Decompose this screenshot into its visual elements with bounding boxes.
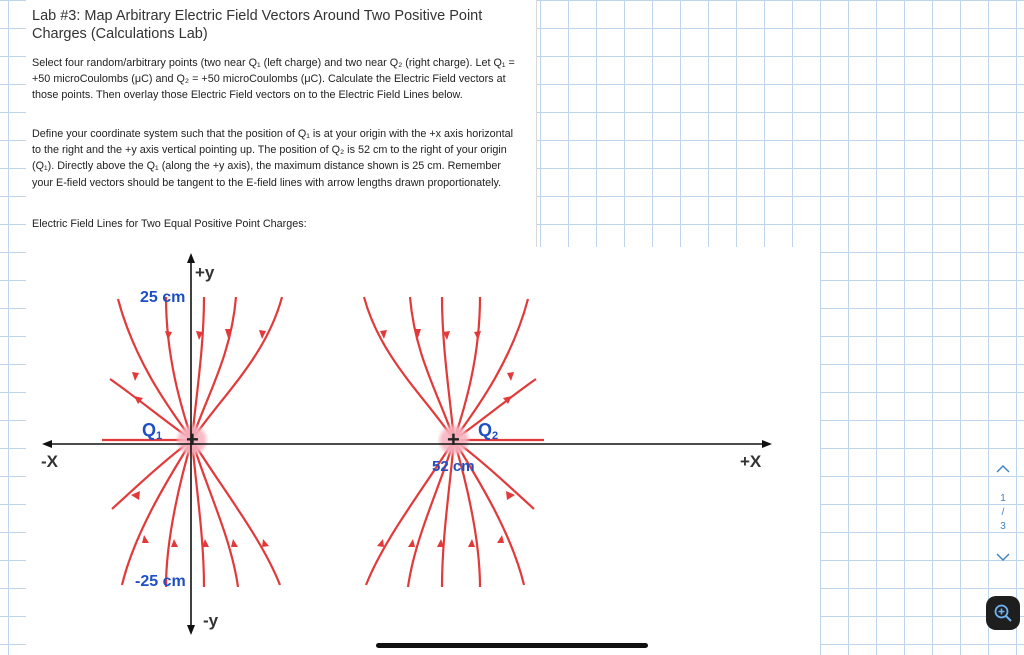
field-arrow — [231, 539, 238, 547]
page-navigator — [987, 462, 1019, 566]
field-arrow — [171, 539, 178, 547]
current-page: 1 — [1000, 493, 1006, 504]
field-arrow — [506, 491, 515, 500]
field-arrow — [131, 491, 140, 500]
field-line — [442, 297, 454, 440]
y-bottom-distance: -25 cm — [135, 573, 186, 590]
field-line — [364, 297, 454, 440]
instructions-paragraph-1: Select four random/arbitrary points (two near Q₁ (left charge) and two near Q₂ (right charge). Let Q₁ = +50 microCoulombs (μC) and Q₂ = +50 microCoulombs (μC). Calculate the Electric Field vectors at those points. Then overlay those Electric Field vectors on to the Electric Field Lines below. — [32, 57, 515, 102]
field-arrow — [165, 331, 172, 340]
field-arrow — [132, 372, 139, 381]
y-axis-down-arrow — [187, 625, 195, 635]
zoom-in-icon — [993, 603, 1013, 623]
home-indicator[interactable] — [376, 643, 648, 648]
q2-sign: + — [447, 427, 460, 452]
y-top-distance: 25 cm — [140, 289, 186, 306]
field-line — [192, 440, 280, 585]
lab-title: Lab #3: Map Arbitrary Electric Field Vectors Around Two Positive Point Charges (Calculations Lab) — [32, 8, 483, 42]
field-line — [192, 297, 204, 440]
minus-x-label: -X — [41, 452, 58, 471]
plus-y-label: +y — [195, 263, 215, 282]
field-arrow — [497, 535, 504, 543]
field-arrow — [142, 535, 149, 543]
q1-sign: + — [186, 427, 199, 452]
field-lines-diagram — [26, 247, 820, 655]
document-page — [26, 0, 537, 247]
field-line — [192, 297, 282, 440]
zoom-in-button[interactable] — [986, 596, 1020, 630]
chevron-up-icon[interactable] — [995, 462, 1011, 476]
instructions-paragraph-2: Define your coordinate system such that the position of Q₁ is at your origin with the +x axis horizontal to the right and the +y axis vertical pointing up. The position of Q₂ is 52 cm to the right of your origin (Q₁). Directly above the Q₁ (along the +y axis), the maximum distance shown is 25 cm. Remember your E-field vectors should be tangent to the E-field lines with arrow lengths drawn proportionately. — [32, 128, 514, 189]
electric-field-figure — [26, 247, 820, 655]
field-arrow — [262, 539, 269, 547]
figure-caption: Electric Field Lines for Two Equal Positive Point Charges: — [32, 218, 307, 230]
field-arrow — [408, 539, 415, 547]
q2-label: Q2 — [478, 420, 499, 442]
y-axis-up-arrow — [187, 253, 195, 263]
minus-y-label: -y — [203, 611, 219, 630]
q2-distance: 52 cm — [432, 458, 475, 475]
chevron-down-icon[interactable] — [995, 550, 1011, 564]
q1-label: Q1 — [142, 420, 163, 442]
x-axis-left-arrow — [42, 440, 52, 448]
field-arrow — [507, 372, 514, 381]
field-line — [454, 299, 528, 440]
plus-x-label: +X — [740, 452, 762, 471]
field-arrow — [474, 331, 481, 340]
total-pages: 3 — [1000, 521, 1006, 532]
field-arrow — [468, 539, 475, 547]
field-line — [454, 297, 480, 440]
field-arrow — [377, 539, 384, 547]
field-line — [166, 297, 192, 440]
page-separator: / — [1001, 507, 1005, 518]
field-line — [118, 299, 192, 440]
field-line — [192, 440, 204, 587]
x-axis-right-arrow — [762, 440, 772, 448]
field-line — [122, 440, 192, 585]
